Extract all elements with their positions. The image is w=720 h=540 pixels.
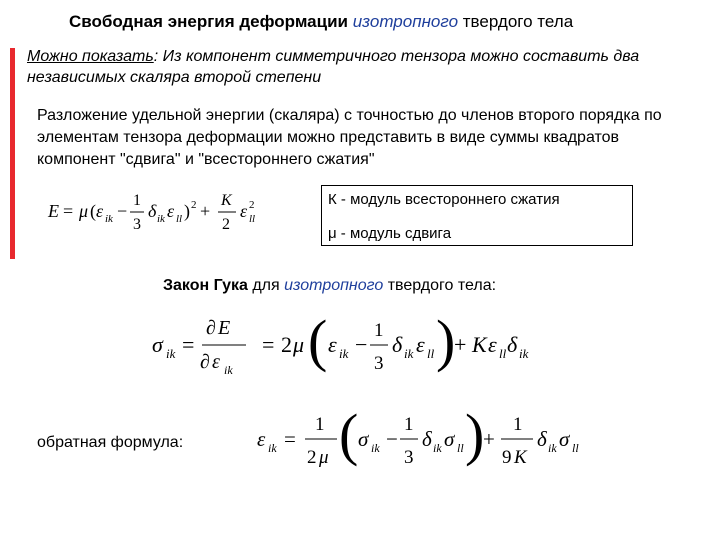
svg-text:δ: δ [537,427,547,451]
svg-text:=: = [262,332,275,357]
svg-text:ik: ik [433,441,442,455]
inverse-formula-label: обратная формула: [37,434,184,451]
svg-text:∂: ∂ [206,317,216,339]
hooke-part4: твердого тела: [387,277,497,294]
hooke-formula [150,308,540,388]
hooke-law-heading [163,277,496,295]
hooke-part3: изотропного [284,277,384,294]
svg-text:σ: σ [358,427,369,451]
shear-modulus-definition: μ - модуль сдвига [328,225,452,242]
svg-text:σ: σ [444,427,455,451]
svg-text:ik: ik [166,346,176,361]
svg-text:=: = [182,332,195,357]
svg-text:μ: μ [293,332,305,357]
description-paragraph: Разложение удельной энергии (скаляра) с точностью до членов второго порядка по элементам тензора деформации можно представить в виде суммы квадратов компонент "сдвига" и "всестороннего сжатия" [37,107,662,168]
svg-text:σ: σ [152,332,163,357]
svg-text:μ: μ [79,201,89,221]
svg-text:): ) [184,201,190,221]
svg-text:1: 1 [404,414,414,435]
svg-text:3: 3 [374,353,384,374]
svg-text:2: 2 [281,332,292,357]
svg-text:ik: ik [157,213,165,225]
svg-text:ik: ik [371,441,380,455]
svg-text:1: 1 [374,320,384,341]
svg-text:∂: ∂ [200,351,210,373]
svg-text:2: 2 [249,199,255,211]
svg-text:K: K [221,192,232,209]
svg-text:σ: σ [559,427,570,451]
svg-text:−: − [117,201,128,221]
svg-text:μ: μ [319,447,329,468]
svg-text:1: 1 [315,414,325,435]
svg-text:(: ( [339,402,359,467]
svg-text:ll: ll [427,346,435,361]
svg-text:ik: ik [105,213,113,225]
svg-text:): ) [436,308,456,373]
page-title [69,12,573,32]
svg-text:1: 1 [513,414,523,435]
svg-text:9: 9 [502,447,512,468]
svg-text:+: + [454,332,467,357]
svg-text:ε: ε [328,332,337,357]
svg-text:+: + [483,427,495,451]
svg-text:−: − [386,427,398,451]
svg-text:ε: ε [416,332,425,357]
svg-text:−: − [355,332,368,357]
intro-paragraph [27,46,707,88]
accent-bar [10,48,15,259]
svg-text:E: E [218,317,231,339]
svg-text:ll: ll [499,346,507,361]
svg-text:ik: ik [339,346,349,361]
svg-text:ik: ik [519,346,529,361]
svg-text:ik: ik [224,363,233,377]
svg-text:ε: ε [488,332,497,357]
svg-text:δ: δ [148,201,157,221]
svg-text:K: K [472,332,487,357]
svg-text:ε: ε [240,201,248,221]
definitions-box [321,185,633,246]
energy-formula [46,184,286,244]
svg-text:2: 2 [222,216,230,233]
svg-text:1: 1 [133,192,141,209]
svg-text:ε: ε [96,201,104,221]
svg-text:3: 3 [404,447,414,468]
svg-text:δ: δ [507,332,518,357]
hooke-part1: Закон Гука [163,277,248,294]
svg-text:ll: ll [249,213,256,225]
title-part2: изотропного [352,12,459,31]
title-part3: твердого тела [462,12,574,31]
svg-text:ll: ll [457,441,464,455]
svg-text:K: K [514,447,527,468]
svg-text:): ) [465,402,485,467]
intro-label: Можно показать [27,48,154,65]
svg-text:2: 2 [307,447,317,468]
intro-text: : Из компонент симметричного тензора можно составить два независимых скаляра второй степени [27,48,640,86]
svg-text:=: = [63,201,74,221]
svg-text:ik: ik [404,346,414,361]
svg-text:(: ( [90,201,96,221]
bulk-modulus-definition: К - модуль всестороннего сжатия [328,191,560,208]
svg-text:ik: ik [548,441,557,455]
svg-text:+: + [200,201,211,221]
hooke-part2: для [252,277,280,294]
svg-text:ll: ll [572,441,579,455]
svg-text:ik: ik [268,441,277,455]
svg-text:3: 3 [133,216,141,233]
svg-text:δ: δ [392,332,403,357]
svg-text:(: ( [308,308,328,373]
svg-text:2: 2 [191,199,197,211]
svg-text:ε: ε [212,351,220,373]
svg-text:δ: δ [422,427,432,451]
inverse-formula [255,402,595,482]
svg-text:ε: ε [167,201,175,221]
title-part1: Свободная энергия деформации [69,12,348,31]
svg-text:E: E [48,201,59,221]
svg-text:ε: ε [257,427,266,451]
svg-text:ll: ll [176,213,183,225]
svg-text:=: = [284,427,296,451]
